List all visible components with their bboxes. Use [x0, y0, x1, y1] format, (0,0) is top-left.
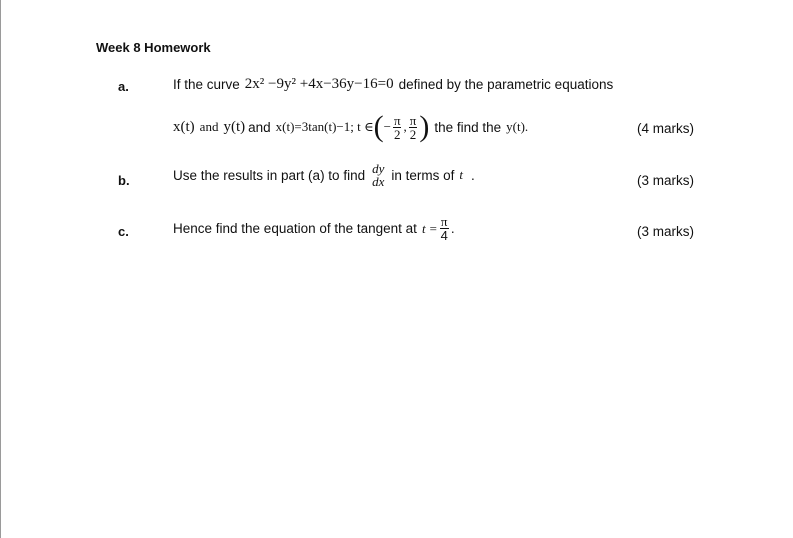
question-b-end: .	[471, 167, 475, 183]
interval-open-paren: (	[373, 110, 384, 143]
y-of-t: y(t)	[223, 118, 246, 135]
dy-numerator: dy	[372, 161, 385, 176]
and-word: and	[199, 119, 219, 134]
interval-close-paren: )	[419, 110, 430, 143]
question-a-intro: If the curve	[173, 77, 240, 92]
dy-dx-fraction	[371, 162, 385, 188]
pi-over-four-fraction	[440, 215, 449, 242]
x-of-t: x(t)	[173, 118, 195, 135]
interval-comma: ,	[403, 119, 407, 134]
question-a-line-2	[173, 112, 528, 142]
question-c-line	[173, 215, 455, 242]
curve-equation: 2x² −9y² +4x−36y−16=0	[244, 76, 394, 92]
question-c-intro: Hence find the equation of the tangent at	[173, 221, 417, 236]
dx-denominator: dx	[372, 174, 385, 189]
question-c-variable: t =	[421, 220, 438, 236]
question-b-line	[173, 162, 475, 188]
question-b-label: b.	[118, 173, 130, 188]
interval-lower-num: π	[393, 112, 401, 128]
question-a-line-1	[173, 76, 613, 93]
and-text: and	[248, 119, 271, 135]
question-a-marks: (4 marks)	[637, 121, 694, 136]
find-target: y(t).	[506, 119, 529, 134]
question-b-marks: (3 marks)	[637, 173, 694, 188]
question-c-label: c.	[118, 224, 129, 239]
question-a-label: a.	[118, 79, 129, 94]
question-c-marks: (3 marks)	[637, 224, 694, 239]
interval-upper-den: 2	[409, 126, 417, 142]
parametric-equation: x(t)=3tan(t)−1; t ∈	[275, 119, 374, 134]
question-b-tail: in terms of	[391, 167, 455, 183]
page-left-border	[0, 0, 1, 538]
interval-lower-fraction	[393, 114, 402, 141]
question-c-end: .	[450, 221, 455, 236]
four-denominator: 4	[440, 228, 448, 243]
pi-numerator: π	[440, 214, 448, 229]
question-a-intro-tail: defined by the parametric equations	[398, 77, 614, 92]
question-a-find-text: the find the	[434, 119, 502, 135]
question-b-intro: Use the results in part (a) to find	[173, 167, 366, 183]
interval-minus: −	[383, 119, 391, 134]
interval-upper-fraction	[409, 114, 418, 141]
interval-upper-num: π	[409, 112, 417, 128]
interval-lower-den: 2	[393, 126, 401, 142]
page-title: Week 8 Homework	[96, 40, 211, 55]
question-b-variable: t	[459, 167, 464, 182]
